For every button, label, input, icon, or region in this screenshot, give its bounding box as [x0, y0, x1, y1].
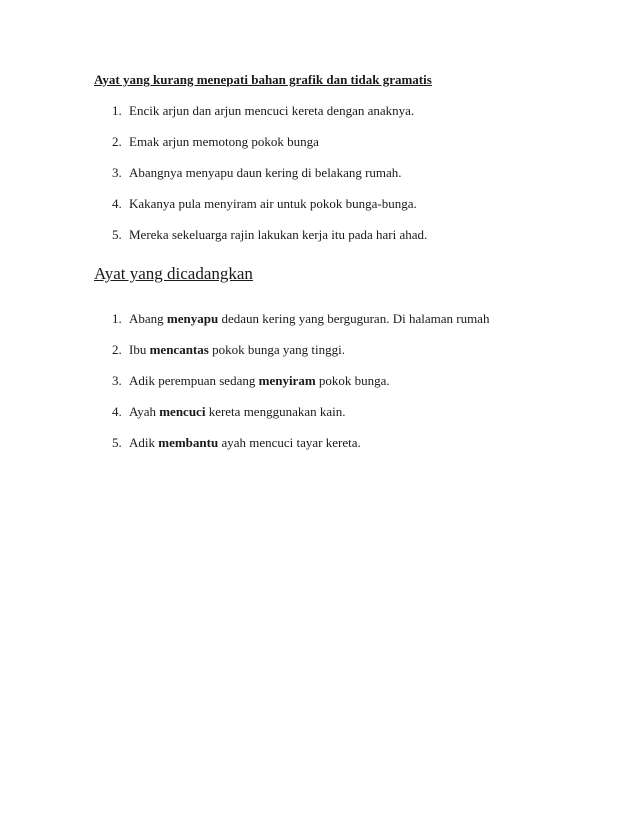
highlighted-verb: membantu [158, 435, 219, 450]
highlighted-verb: menyapu [166, 311, 219, 326]
highlighted-verb: menyiram [258, 373, 316, 388]
sentence-end: kereta menggunakan kain. [205, 404, 346, 419]
list-item [112, 404, 489, 435]
list-number: 2. [112, 342, 122, 357]
sentence-text: Kakanya pula menyiram air untuk pokok bunga-bunga. [129, 196, 417, 211]
section-heading-incorrect-sentences: Ayat yang kurang menepati bahan grafik dan tidak gramatis [94, 72, 432, 87]
list-item [112, 165, 427, 196]
sentence-text: Abangnya menyapu daun kering di belakang rumah. [129, 165, 402, 180]
list-number: 2. [112, 134, 122, 149]
sentence-end: dedaun kering yang berguguran. Di halaman rumah [218, 311, 490, 326]
list-item [112, 373, 489, 404]
list-item [112, 196, 427, 227]
sentence-start: Ibu [129, 342, 150, 357]
list-number: 4. [112, 404, 122, 419]
list-number: 3. [112, 165, 122, 180]
list-item [112, 227, 427, 258]
sentence-end: pokok bunga. [315, 373, 390, 388]
list-number: 4. [112, 196, 122, 211]
sentence-text [129, 311, 489, 342]
sentence-text [129, 404, 346, 435]
list-item [112, 435, 489, 466]
sentence-text [129, 342, 345, 373]
sentence-text [129, 435, 361, 466]
list-number: 3. [112, 373, 122, 388]
sentence-start: Adik [129, 435, 159, 450]
sentence-start: Ayah [129, 404, 160, 419]
list-item [112, 134, 427, 165]
highlighted-verb: mencuci [159, 404, 206, 419]
sentence-text: Encik arjun dan arjun mencuci kereta dengan anaknya. [129, 103, 415, 118]
sentence-text: Emak arjun memotong pokok bunga [129, 134, 319, 149]
suggested-sentence-list [112, 311, 489, 466]
sentence-text: Mereka sekeluarga rajin lakukan kerja itu pada hari ahad. [129, 227, 428, 242]
list-item [112, 103, 427, 134]
incorrect-sentence-list [112, 103, 427, 258]
highlighted-verb: mencantas [149, 342, 209, 357]
list-number: 1. [112, 103, 122, 118]
sentence-start: Abang [129, 311, 167, 326]
list-number: 5. [112, 227, 122, 242]
section-heading-suggested-sentences: Ayat yang dicadangkan [94, 264, 253, 283]
list-item [112, 342, 489, 373]
list-item [112, 311, 489, 342]
sentence-end: ayah mencuci tayar kereta. [218, 435, 361, 450]
sentence-start: Adik perempuan sedang [129, 373, 259, 388]
sentence-text [129, 373, 390, 404]
list-number: 5. [112, 435, 122, 450]
list-number: 1. [112, 311, 122, 326]
sentence-end: pokok bunga yang tinggi. [208, 342, 345, 357]
